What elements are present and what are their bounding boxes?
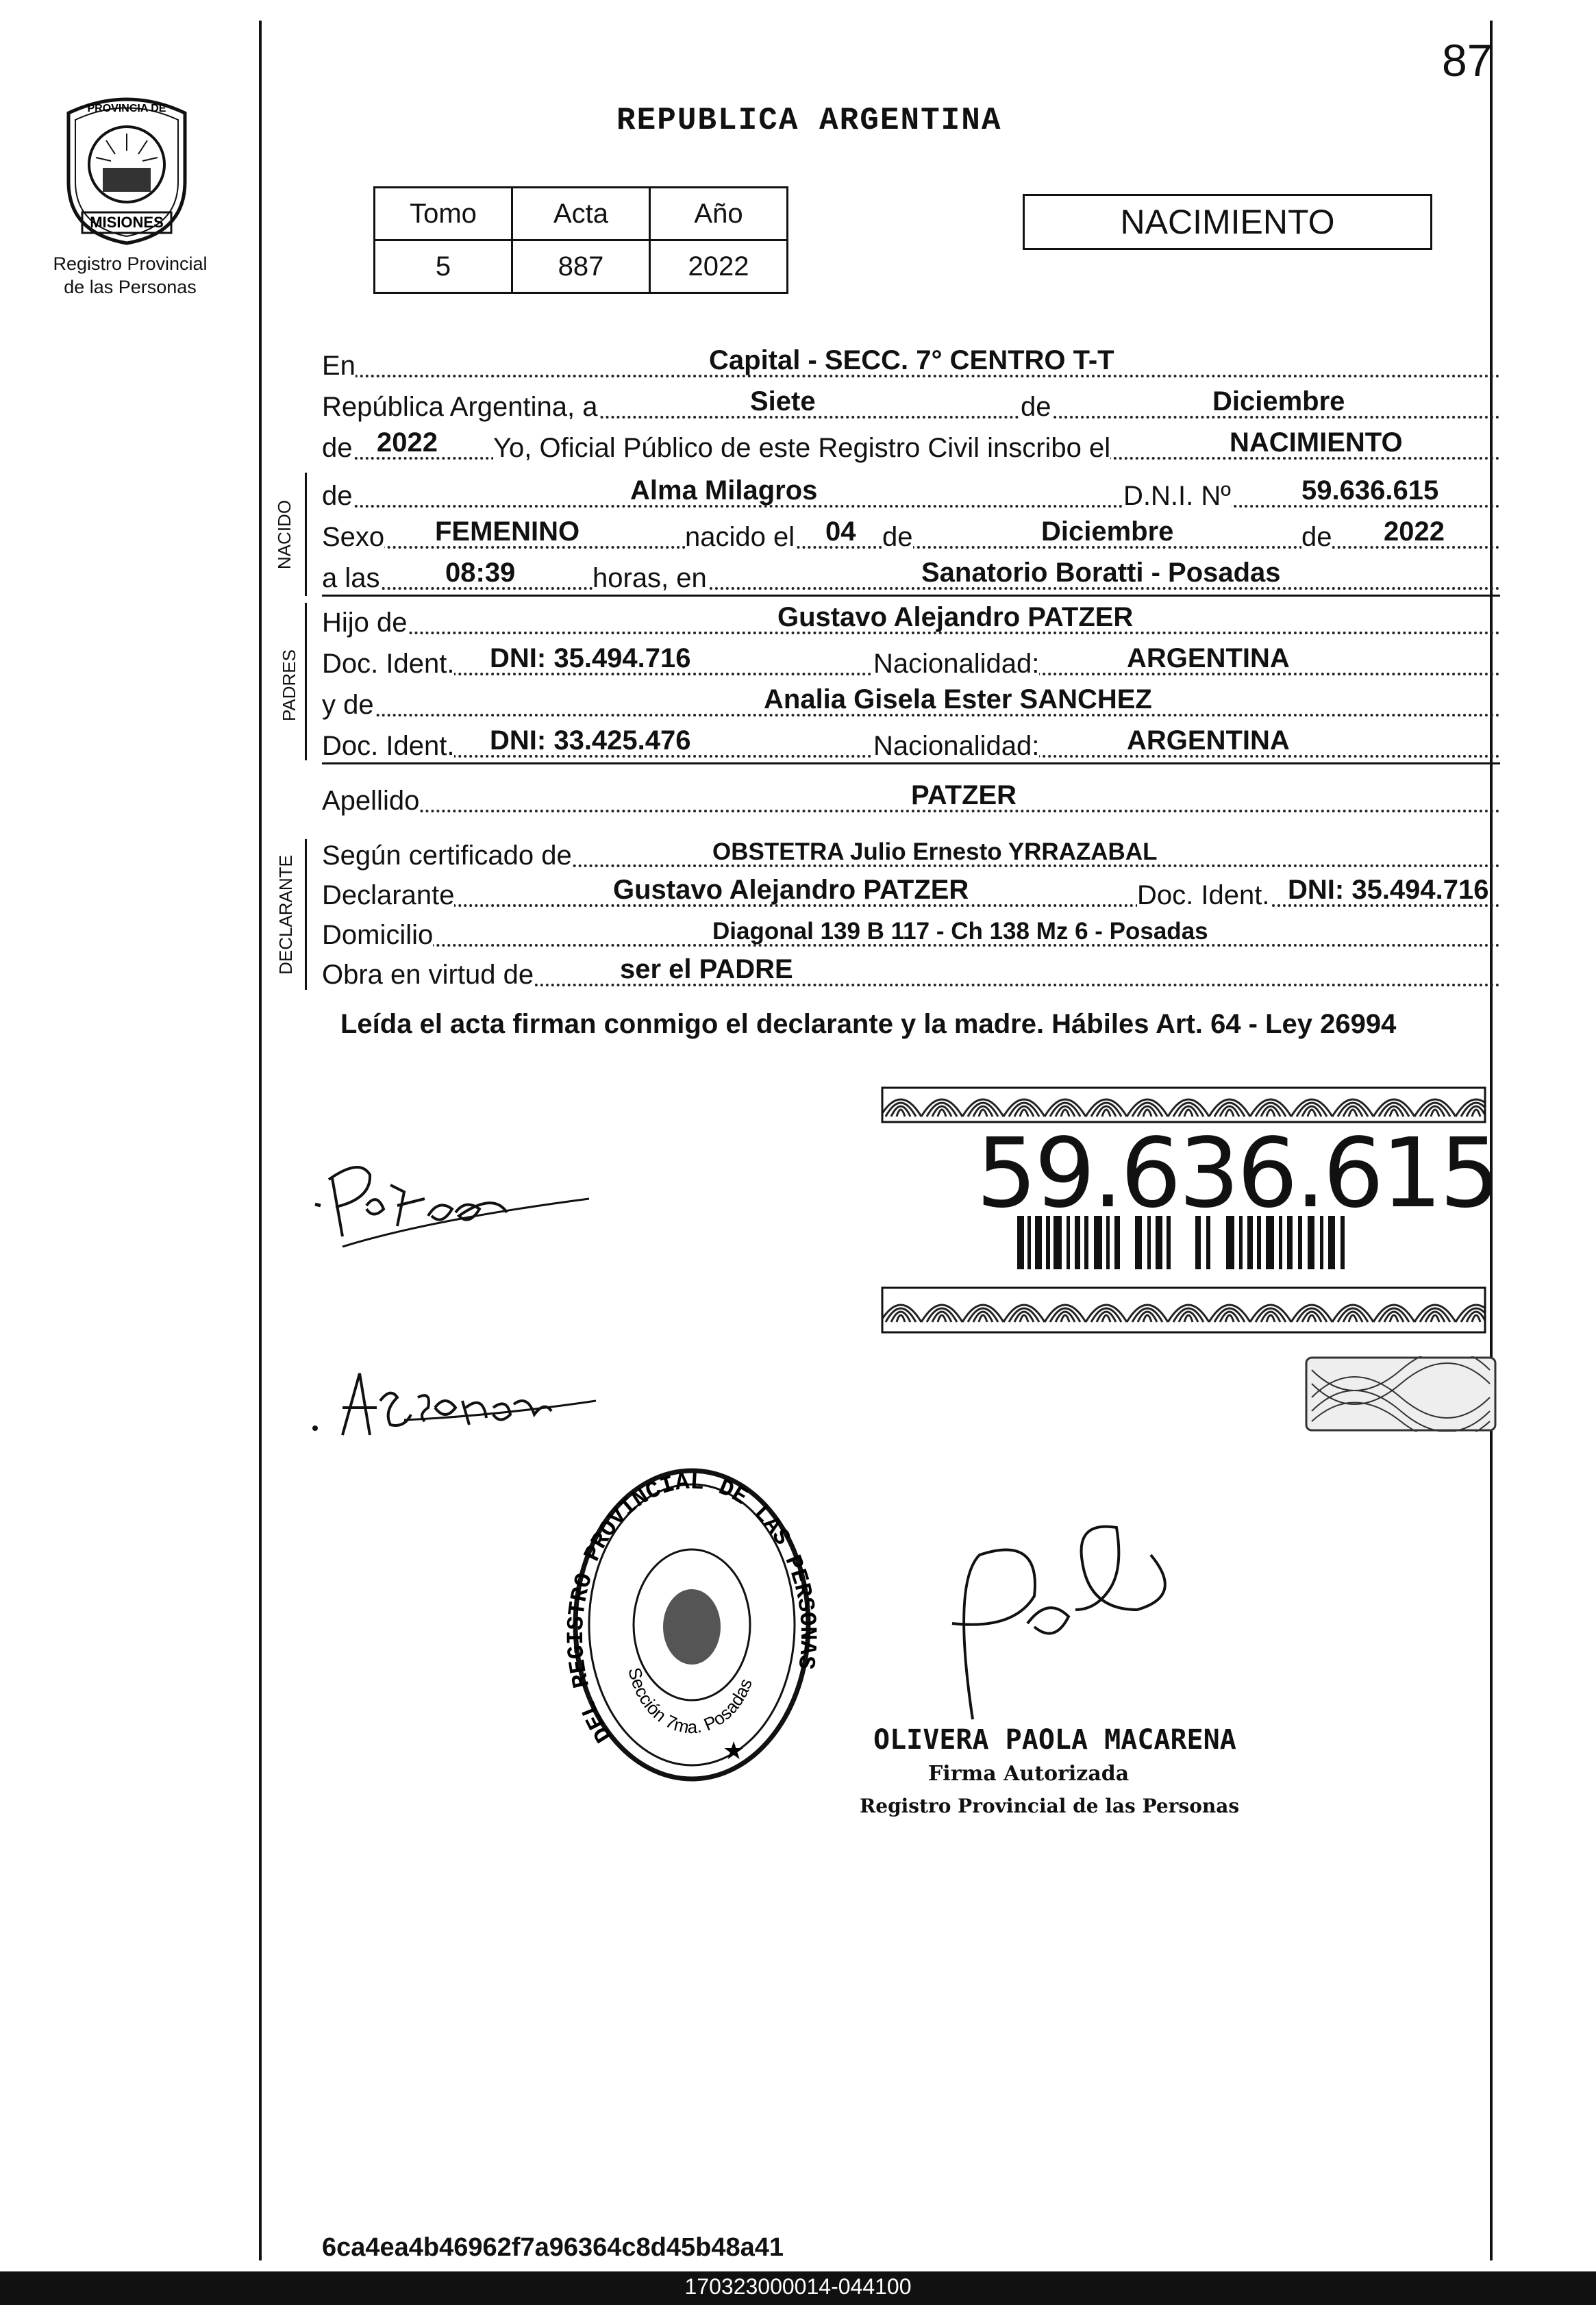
document-hash: 6ca4ea4b46962f7a96364c8d45b48a41 (322, 2233, 784, 2262)
label-oficial: Yo, Oficial Público de este Registro Civil inscribo el (493, 433, 1111, 463)
stamp-ring-text: DEL REGISTRO PROVINCIAL DE LAS PERSONAS (563, 1469, 821, 1747)
nacido-bracket (305, 473, 307, 596)
value-madre-doc: DNI: 33.425.476 (490, 725, 691, 756)
document-title: REPUBLICA ARGENTINA (616, 103, 1002, 138)
label-de-anio: de (322, 433, 353, 463)
section-nacido: NACIDO (274, 499, 295, 570)
mother-signature (301, 1360, 616, 1456)
line-nombre (322, 476, 1500, 514)
value-lugar: Sanatorio Boratti - Posadas (921, 558, 1281, 588)
label-nacido-el: nacido el (685, 522, 795, 552)
value-apellido: PATZER (911, 780, 1017, 810)
line-fecha (322, 387, 1500, 425)
label-sexo: Sexo (322, 522, 385, 552)
value-padre-nac: ARGENTINA (1127, 643, 1290, 673)
value-anio-nac: 2022 (1384, 516, 1445, 547)
line-apellido (322, 781, 1500, 819)
line-sexo (322, 517, 1500, 556)
record-type-box: NACIMIENTO (1023, 194, 1432, 250)
value-mes: Diciembre (1212, 386, 1345, 416)
official-organization: Registro Provincial de las Personas (860, 1795, 1240, 1817)
value-declarante: Gustavo Alejandro PATZER (613, 875, 969, 905)
province-seal-logo (55, 86, 199, 247)
line-madre-doc (322, 726, 1500, 764)
value-en: Capital - SECC. 7° CENTRO T-T (709, 345, 1114, 375)
label-en: En (322, 351, 356, 381)
declarante-bracket (305, 839, 307, 990)
meta-header-acta: Acta (512, 188, 650, 240)
meta-value-anio: 2022 (650, 240, 788, 293)
label-obra: Obra en virtud de (322, 960, 534, 990)
line-certificado (322, 836, 1500, 874)
label-horas-en: horas, en (593, 563, 707, 593)
label-de-nombre: de (322, 481, 353, 511)
padres-bracket (305, 603, 307, 760)
label-domicilio: Domicilio (322, 920, 434, 950)
label-de-mes: de (1021, 392, 1051, 422)
value-padre-doc: DNI: 35.494.716 (490, 643, 691, 673)
registry-caption-line-2: de las Personas (64, 277, 197, 297)
label-declarante: Declarante (322, 880, 455, 910)
value-certificado: OBSTETRA Julio Ernesto YRRAZABAL (712, 838, 1158, 865)
value-madre: Analia Gisela Ester SANCHEZ (764, 684, 1152, 714)
separator-padres (322, 762, 1500, 764)
line-padre-doc (322, 644, 1500, 682)
label-doc-padre: Doc. Ident. (322, 649, 455, 679)
line-obra (322, 955, 1500, 993)
line-inscripcion (322, 428, 1500, 466)
meta-value-acta: 887 (512, 240, 650, 293)
stamp-star-icon: ★ (723, 1736, 745, 1765)
line-madre (322, 685, 1500, 723)
label-doc-madre: Doc. Ident. (322, 731, 455, 761)
declarant-signature (295, 1151, 610, 1267)
logo-text-bottom: MISIONES (90, 214, 164, 231)
label-certificado: Según certificado de (322, 840, 572, 871)
meta-header-row (375, 188, 788, 240)
value-anio: 2022 (377, 427, 438, 458)
section-padres: PADRES (279, 649, 299, 721)
left-margin-rule (259, 21, 262, 2260)
label-dni: D.N.I. Nº (1123, 481, 1231, 511)
label-de-3: de (1301, 522, 1332, 552)
value-obra: ser el PADRE (620, 954, 793, 984)
value-hora: 08:39 (445, 558, 516, 588)
value-tipo: NACIMIENTO (1230, 427, 1403, 458)
footer-id: 170323000014-044100 (684, 2274, 912, 2299)
label-de-2: de (882, 522, 913, 552)
label-hijo-de: Hijo de (322, 608, 408, 638)
registry-caption (27, 252, 233, 299)
page-number: 87 (1442, 35, 1493, 86)
meta-header-anio: Año (650, 188, 788, 240)
security-sticker (1305, 1356, 1497, 1432)
value-domicilio: Diagonal 139 B 117 - Ch 138 Mz 6 - Posadas (712, 918, 1208, 945)
closing-statement: Leída el acta firman conmigo el declarante y la madre. Hábiles Art. 64 - Ley 26994 (340, 1009, 1397, 1039)
meta-value-row (375, 240, 788, 293)
label-nac-madre: Nacionalidad: (873, 731, 1040, 761)
official-signature (911, 1514, 1212, 1740)
line-hora (322, 558, 1500, 597)
line-domicilio (322, 915, 1500, 954)
value-nombre: Alma Milagros (630, 475, 818, 506)
meta-header-tomo: Tomo (375, 188, 512, 240)
value-sexo: FEMENINO (435, 516, 580, 547)
label-nac-padre: Nacionalidad: (873, 649, 1040, 679)
value-padre: Gustavo Alejandro PATZER (777, 602, 1134, 632)
value-dni: 59.636.615 (1301, 475, 1439, 506)
section-declarante: DECLARANTE (275, 855, 296, 975)
label-y-de: y de (322, 690, 374, 720)
value-dia: Siete (750, 386, 816, 416)
official-name: OLIVERA PAOLA MACARENA (873, 1724, 1236, 1756)
line-declarante (322, 875, 1500, 914)
separator-nacido (322, 595, 1500, 597)
value-madre-nac: ARGENTINA (1127, 725, 1290, 756)
official-role: Firma Autorizada (928, 1762, 1130, 1786)
line-padre (322, 603, 1500, 641)
value-decl-doc: DNI: 35.494.716 (1288, 875, 1489, 905)
value-mes-nac: Diciembre (1041, 516, 1174, 547)
label-a-las: a las (322, 563, 380, 593)
label-apellido: Apellido (322, 786, 420, 816)
value-dia-nac: 04 (825, 516, 856, 547)
registry-caption-line-1: Registro Provincial (53, 253, 208, 274)
record-meta-table (373, 186, 788, 294)
dni-sticker-number: 59.636.615 (976, 1118, 1498, 1230)
registry-stamp (558, 1459, 825, 1791)
line-en (322, 346, 1500, 384)
label-republica: República Argentina, a (322, 392, 598, 422)
label-decl-doc: Doc. Ident. (1137, 880, 1270, 910)
stamp-inner-text: Sección 7ma. Posadas (624, 1665, 756, 1738)
logo-text-top: PROVINCIA DE (87, 103, 166, 114)
meta-value-tomo: 5 (375, 240, 512, 293)
